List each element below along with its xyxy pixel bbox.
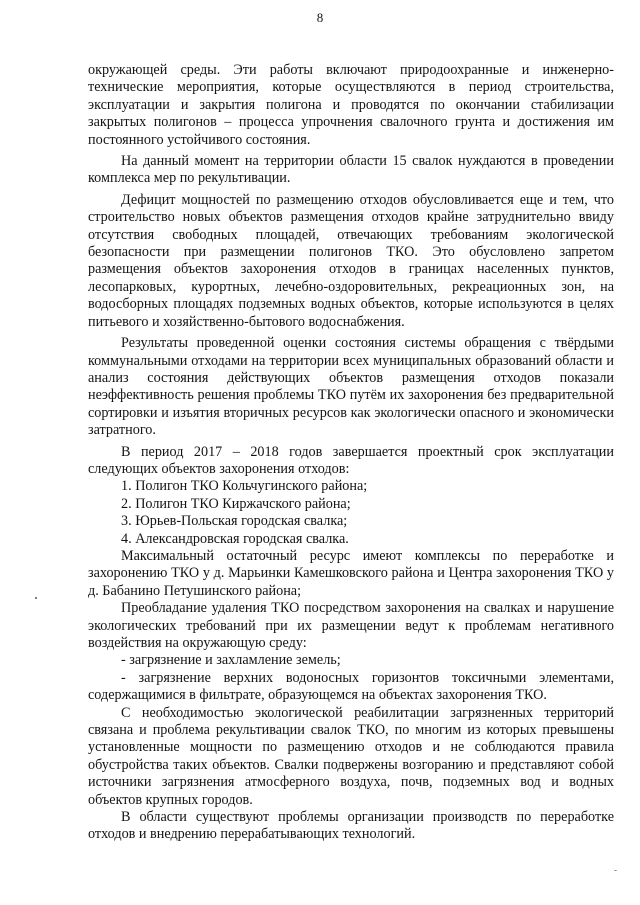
list-item: 2. Полигон ТКО Киржачского района; [121,495,351,512]
paragraph: Результаты проведенной оценки состояния системы обращения с твёрдыми коммунальными отходами на территории всех муниципальных образований области и анализ состояния действующих объектов размещения отходов показали неэффективность решения проблемы ТКО путём их захоронения без предварительной сортировки и изъятия вторичных ресурсов как экологически опасного и экономически затратного. [88,335,614,439]
paragraph: На данный момент на территории области 15 свалок нуждаются в проведении комплекса мер по рекультивации. [88,153,614,187]
list-item: 3. Юрьев-Польская городская свалка; [121,513,348,530]
list-item: - загрязнение и захламление земель; [121,652,341,669]
paragraph: С необходимостью экологической реабилитации загрязненных территорий связана и проблема рекультивации свалок ТКО, по многим из которых превышены установленные мощности по размещению отходов и не соблюдаются правила обустройства таких объектов. Свалки подвержены возгоранию и представляют собой источники загрязнения атмосферного воздуха, почв, подземных вод и водных объектов крупных городов. [88,704,614,808]
scan-speck [35,597,37,599]
list-item: 4. Александровская городская свалка. [121,530,349,547]
scan-speck [614,870,617,871]
document-body [88,62,614,844]
page-number: 8 [316,10,324,25]
list-item: 1. Полигон ТКО Кольчугинского района; [121,478,368,495]
list-item: - загрязнение верхних водоносных горизонтов токсичными элементами, содержащимися в фильтрате, образующемся на объектах захоронения ТКО. [88,669,614,704]
paragraph: Дефицит мощностей по размещению отходов обусловливается еще и тем, что строительство новых объектов размещения отходов крайне затруднительно ввиду отсутствия свободных площадей, отвечающих требованиям экологической безопасности при размещении полигонов ТКО. Это обусловлено запретом размещения объектов захоронения отходов в границах населенных пунктов, лесопарковых, курортных, лечебно-оздоровительных, рекреационных зон, на водосборных площадях подземных водных объектов, которые используются в целях питьевого и хозяйственно-бытового водоснабжения. [88,191,614,330]
paragraph: окружающей среды. Эти работы включают природоохранные и инженерно-технические мероприятия, которые осуществляются в период строительства, эксплуатации и закрытия полигона и проводятся по окончании стабилизации закрытых полигонов – процесса упрочнения свалочного грунта и достижения им постоянного устойчивого состояния. [88,62,614,148]
paragraph: Максимальный остаточный ресурс имеют комплексы по переработке и захоронению ТКО у д. Марьинки Камешковского района и Центра захоронения ТКО у д. Бабанино Петушинского района; [88,547,614,599]
paragraph: В области существуют проблемы организации производств по переработке отходов и внедрению перерабатывающих технологий. [88,809,614,843]
paragraph: В период 2017 – 2018 годов завершается проектный срок эксплуатации следующих объектов захоронения отходов: [88,443,614,477]
paragraph: Преобладание удаления ТКО посредством захоронения на свалках и нарушение экологических требований при их размещении ведут к проблемам негативного воздействия на окружающую среду: [88,600,614,651]
